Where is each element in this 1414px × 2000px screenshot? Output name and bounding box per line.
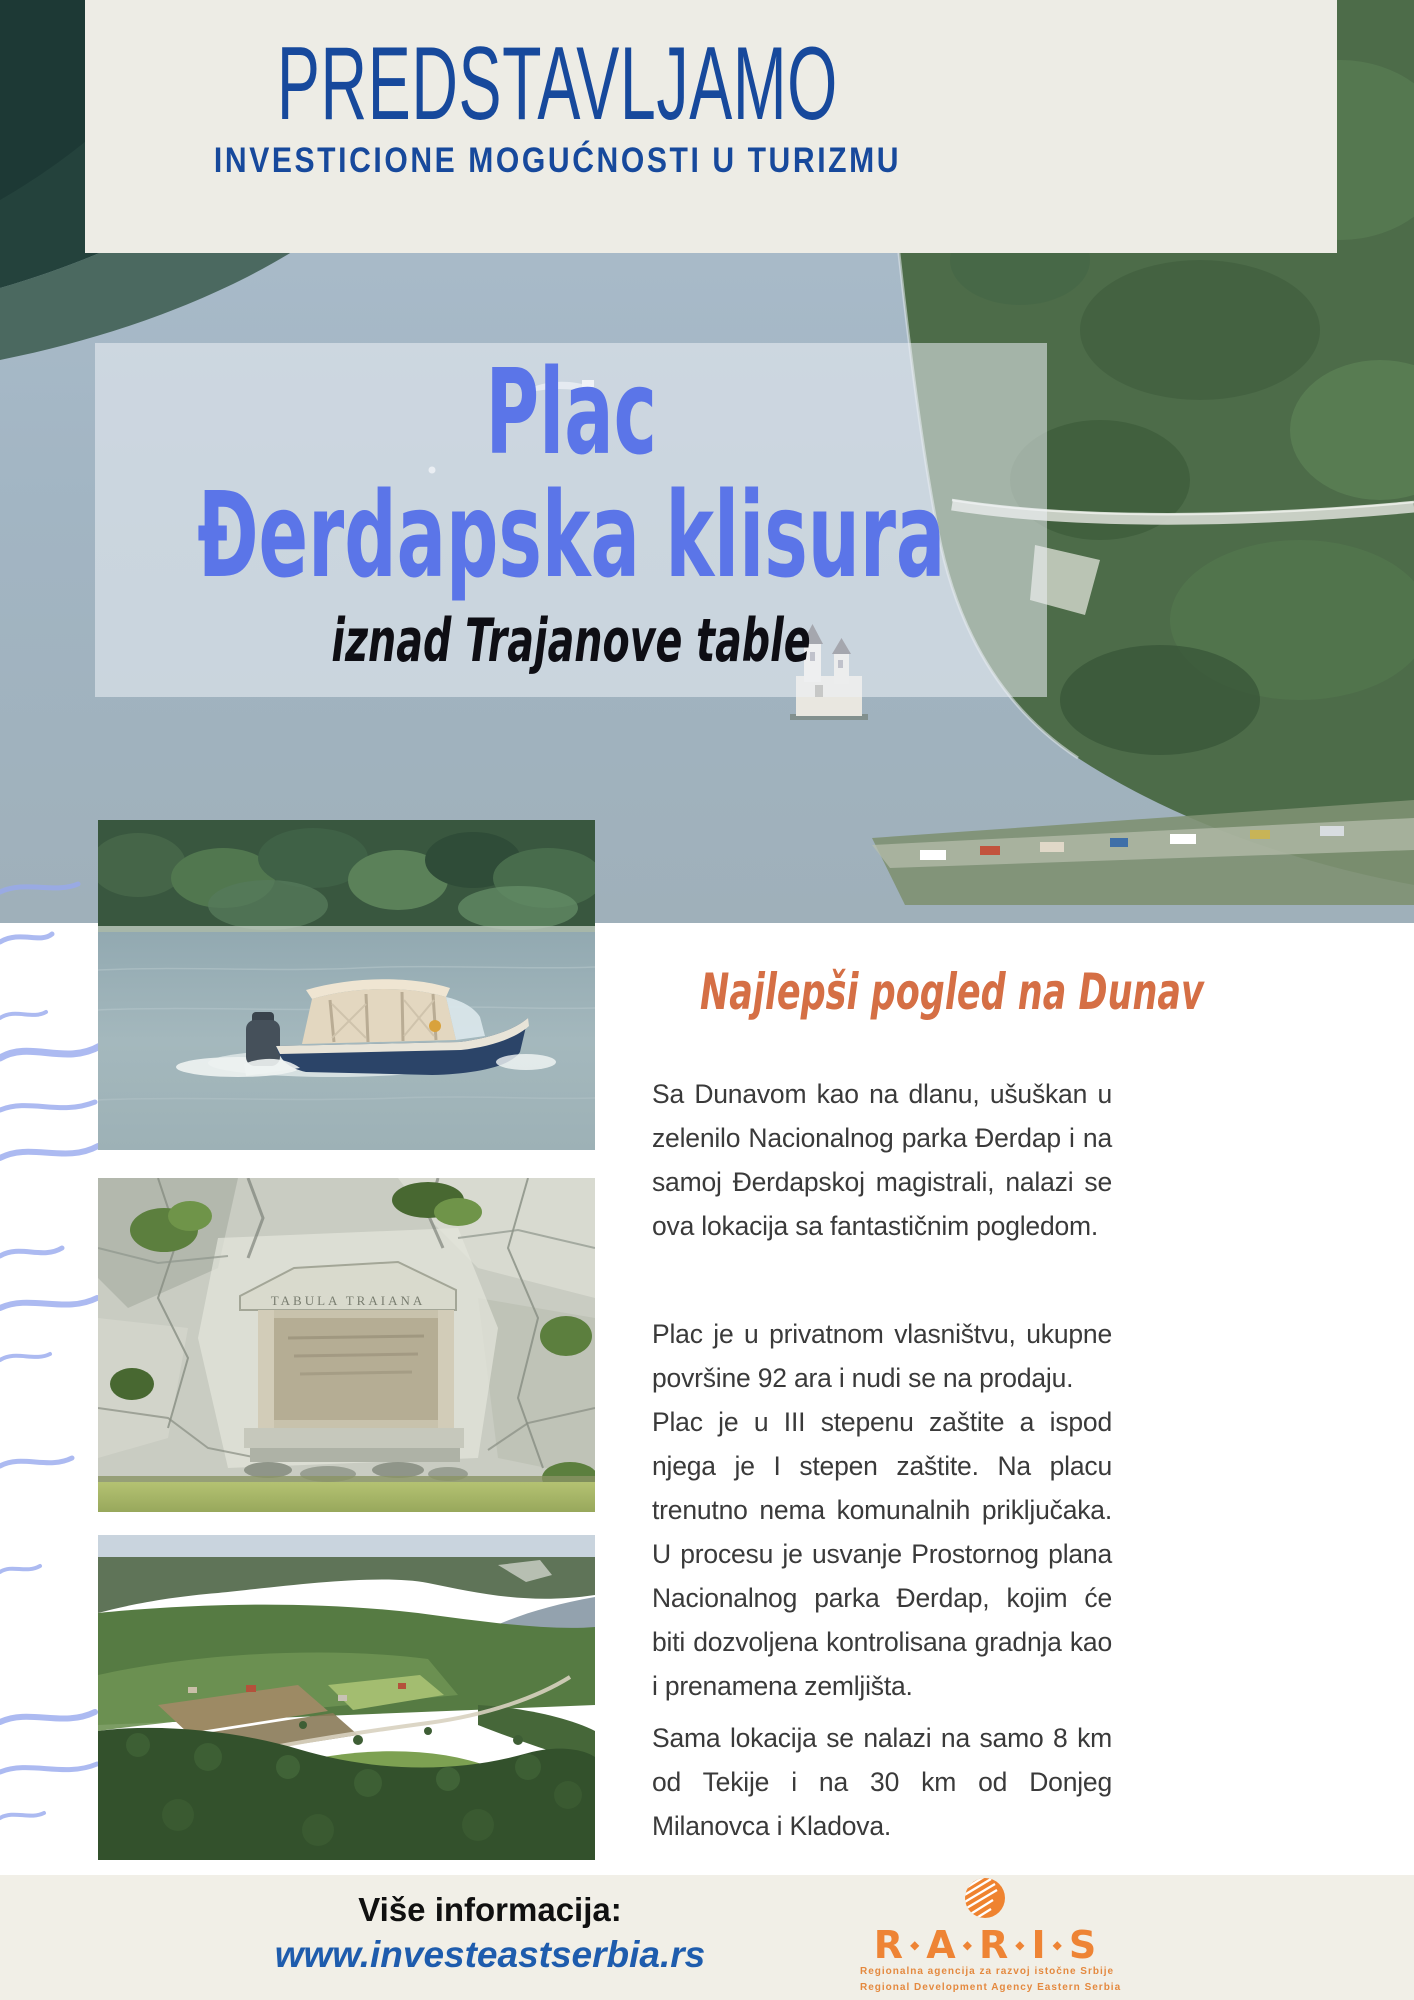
raris-acronym: R ◆ A ◆ R ◆ I ◆ S [873, 1923, 1097, 1967]
property-title-line2: Đerdapska klisura [196, 465, 946, 604]
footer-band [0, 1875, 1414, 2000]
aerial-illustration [98, 1535, 595, 1860]
paragraph-protection: Plac je u III stepenu zaštite a ispod njega je I stepen zaštite. Na placu trenutno nema komunalnih priključaka. U procesu je usvanje Prostornog plana Nacionalnog parka Đerdap, kojim će biti dozvoljena kontrolisana gradnja kao i prenamena zemljišta. [652, 1407, 1112, 1701]
article-heading [592, 963, 1204, 1021]
monument-inscription: TABULA TRAIANA [270, 1293, 426, 1308]
property-title-line1: Plac [485, 343, 657, 481]
photo-boat [98, 820, 595, 1150]
photo-aerial-view [98, 1535, 595, 1860]
boat-illustration [98, 820, 595, 1150]
paragraph-distance: Sama lokacija se nalazi na samo 8 km od Tekije i na 30 km od Donjeg Milanovca i Kladova. [652, 1723, 1112, 1841]
wave-decoration [0, 870, 110, 1870]
page-title [85, 26, 1030, 142]
diamond-icon: ◆ [910, 1938, 920, 1952]
article-heading-text: Najlepši pogled na Dunav [699, 963, 1204, 1021]
diamond-icon: ◆ [962, 1938, 972, 1952]
header-band [85, 0, 1337, 253]
raris-tagline-en: Regional Development Agency Eastern Serbia [860, 1981, 1122, 1993]
foreground-forest [98, 1728, 595, 1860]
presenting-title: PREDSTAVLJAMO [276, 26, 839, 142]
footer-info [250, 1891, 730, 1976]
green-water [98, 1482, 595, 1512]
paragraph-location: Sa Dunavom kao na dlanu, ušuškan u zelenilo Nacionalnog parka Đerdap i na samoj Đerdapskoj magistrali, nalazi se ova lokacija sa fantastičnim pogledom. [652, 1079, 1112, 1241]
raris-sphere-icon [961, 1877, 1009, 1919]
diamond-icon: ◆ [1052, 1938, 1062, 1952]
hero-title-box [95, 343, 1047, 697]
presenting-subtitle: INVESTICIONE MOGUĆNOSTI U TURIZMU [213, 141, 902, 181]
photo-tabula-traiana [98, 1178, 595, 1512]
paragraph-ownership: Plac je u privatnom vlasništvu, ukupne površine 92 ara i nudi se na prodaju. [652, 1319, 1112, 1393]
tabula-illustration [98, 1178, 595, 1512]
raris-logo [860, 1877, 1122, 1995]
tabula-monument [240, 1262, 468, 1482]
website-link[interactable]: www.investeastserbia.rs [274, 1934, 706, 1975]
property-subtitle: iznad Trajanove table [331, 606, 811, 677]
diamond-icon: ◆ [1015, 1938, 1025, 1952]
page-subtitle [85, 139, 1030, 181]
raris-tagline-sr: Regionalna agencija za razvoj istočne Srbije [860, 1966, 1115, 1977]
more-info-label: Više informacija: [358, 1891, 622, 1928]
